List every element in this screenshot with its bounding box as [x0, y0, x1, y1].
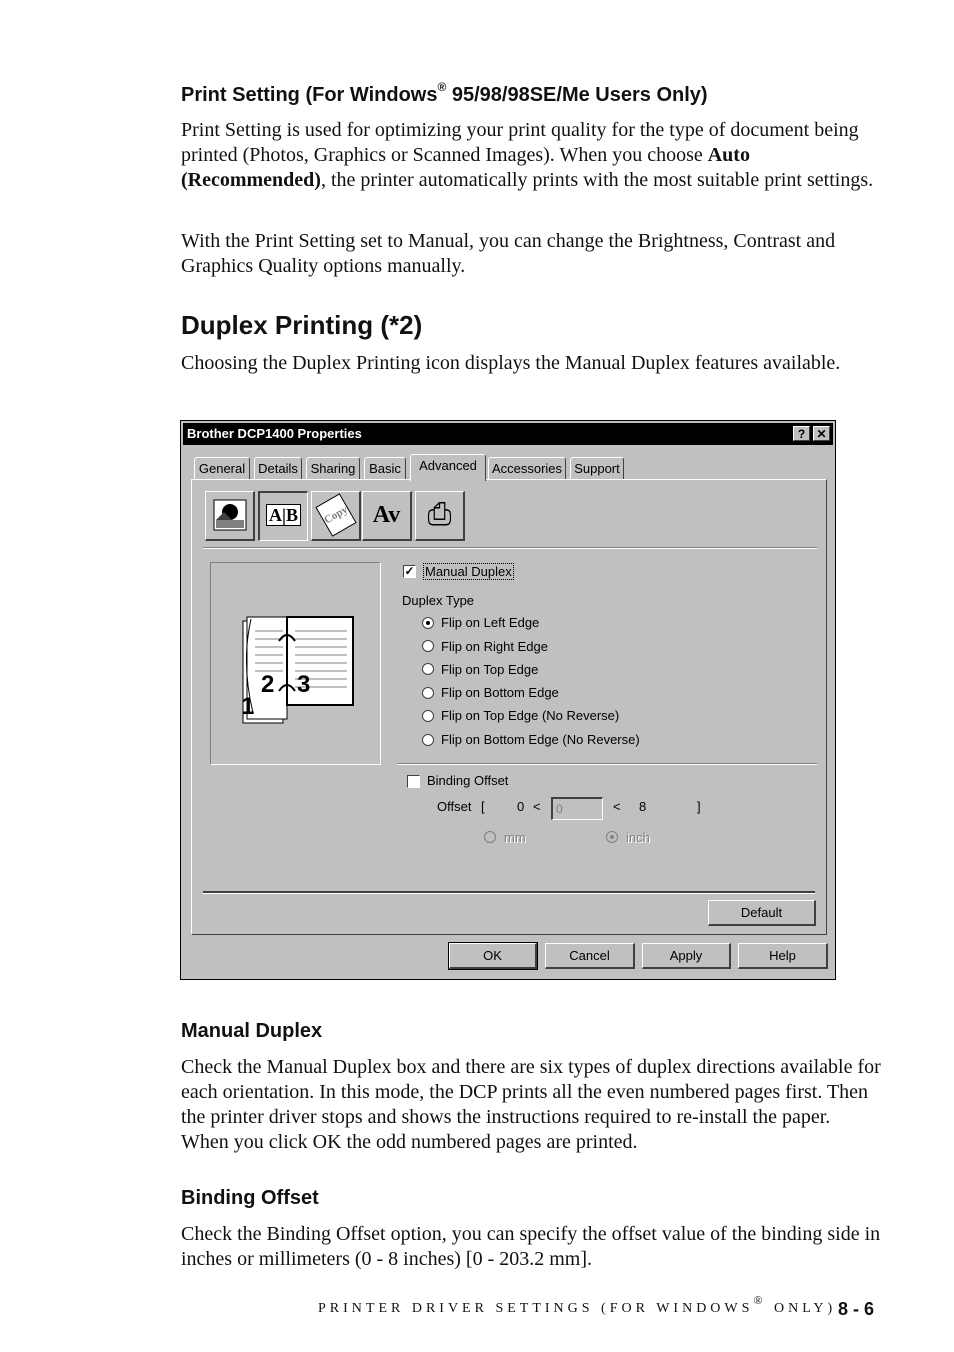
binding-offset-label[interactable]: Binding Offset: [427, 773, 509, 788]
help-button[interactable]: Help: [738, 943, 828, 969]
duplex-book-icon: [211, 563, 380, 764]
print-setting-paragraph-2: With the Print Setting set to Manual, you can change the Brightness, Contrast and Graphics Quality options manually.: [181, 230, 836, 277]
option-flip-top-edge[interactable]: Flip on Top Edge: [441, 662, 539, 677]
option-flip-top-edge-no-reverse[interactable]: Flip on Top Edge (No Reverse): [441, 708, 620, 723]
tab-advanced[interactable]: Advanced: [410, 454, 486, 481]
offset-label: Offset: [437, 799, 472, 814]
option-flip-left-edge[interactable]: Flip on Left Edge: [441, 615, 540, 630]
close-icon[interactable]: ✕: [813, 426, 830, 441]
radio-flip-right-edge[interactable]: [422, 640, 434, 652]
radio-flip-left-edge[interactable]: [422, 617, 434, 629]
offset-lt-2: <: [613, 799, 621, 814]
tab-general[interactable]: General: [194, 457, 250, 479]
unit-inch-label[interactable]: inch: [626, 830, 650, 845]
binding-offset-paragraph: Check the Binding Offset option, you can specify the offset value of the binding side in inches or millimeters (0 - 8 inches) [0 - 203.2 mm].: [181, 1223, 881, 1270]
manual-duplex-checkbox[interactable]: ✓: [404, 564, 415, 578]
option-flip-bottom-edge[interactable]: Flip on Bottom Edge: [441, 685, 559, 700]
offset-bracket-open: [: [481, 799, 485, 814]
radio-unit-inch[interactable]: [606, 831, 618, 843]
print-setting-heading: Print Setting (For Windows® 95/98/98SE/Me Users Only): [181, 80, 708, 106]
manual-duplex-paragraph: Check the Manual Duplex box and there are six types of duplex directions available for each orientation. In this mode, the DCP prints all the even numbered pages first. Then the printer driver stops and shows the instructions required to re-install the paper. When you click OK the odd numbered pages are printed.: [181, 1056, 881, 1153]
offset-bracket-close: ]: [697, 799, 701, 814]
offset-min: 0: [517, 799, 525, 814]
duplex-type-label: Duplex Type: [402, 593, 475, 608]
radio-flip-bottom-edge[interactable]: [422, 687, 434, 699]
offset-input[interactable]: 0: [551, 797, 603, 820]
dialog-title: Brother DCP1400 Properties: [187, 426, 362, 441]
toolbar-divider: [203, 547, 817, 549]
radio-flip-top-edge[interactable]: [422, 663, 434, 675]
ok-button[interactable]: OK: [449, 943, 537, 969]
page-setting-icon[interactable]: Av: [362, 491, 412, 541]
binding-offset-checkbox[interactable]: [407, 775, 420, 788]
preview-page-2: 2: [261, 671, 275, 698]
cancel-button[interactable]: Cancel: [545, 943, 635, 969]
duplex-printing-paragraph: Choosing the Duplex Printing icon displays the Manual Duplex features available.: [181, 352, 841, 374]
dialog-titlebar: [183, 423, 833, 445]
tab-accessories[interactable]: Accessories: [488, 457, 566, 479]
offset-lt-1: <: [533, 799, 541, 814]
option-flip-right-edge[interactable]: Flip on Right Edge: [441, 639, 548, 654]
tab-sharing[interactable]: Sharing: [306, 457, 360, 479]
duplex-printing-heading: Duplex Printing (*2): [181, 310, 423, 340]
radio-flip-top-edge-no-reverse[interactable]: [422, 710, 434, 722]
tab-details[interactable]: Details: [254, 457, 302, 479]
binding-offset-heading: Binding Offset: [181, 1187, 319, 1209]
unit-mm-label[interactable]: mm: [504, 830, 526, 845]
bottom-divider: [203, 891, 815, 894]
print-setting-paragraph-1: Print Setting is used for optimizing your print quality for the type of document being printed (Photos, Graphics or Scanned Images). When you choose Auto (Recommended), the printer automatically prints with the most suitable print settings.: [181, 119, 874, 191]
manual-duplex-label[interactable]: Manual Duplex: [425, 564, 512, 579]
radio-unit-mm[interactable]: [484, 831, 496, 843]
duplex-printing-icon[interactable]: A|B: [258, 491, 308, 541]
tab-support[interactable]: Support: [570, 457, 624, 479]
apply-button[interactable]: Apply: [642, 943, 731, 969]
page-number: 8 - 6: [838, 1299, 875, 1319]
options-divider: [397, 763, 817, 765]
option-flip-bottom-edge-no-reverse[interactable]: Flip on Bottom Edge (No Reverse): [441, 732, 640, 747]
running-footer: PRINTER DRIVER SETTINGS (FOR WINDOWS® ONLY): [318, 1293, 837, 1316]
manual-duplex-heading: Manual Duplex: [181, 1020, 323, 1042]
radio-flip-bottom-edge-no-reverse[interactable]: [422, 734, 434, 746]
properties-dialog: [180, 420, 836, 980]
preview-page-1: 1: [241, 693, 255, 720]
print-quality-icon[interactable]: [205, 491, 255, 541]
preview-page-3: 3: [297, 671, 311, 698]
duplex-preview: [210, 562, 381, 765]
tab-basic[interactable]: Basic: [364, 457, 406, 479]
default-button[interactable]: Default: [708, 900, 816, 926]
device-options-icon[interactable]: ⎙: [415, 491, 465, 541]
watermark-icon[interactable]: Copy: [311, 491, 361, 541]
offset-max: 8: [639, 799, 647, 814]
help-icon[interactable]: ?: [793, 426, 810, 441]
